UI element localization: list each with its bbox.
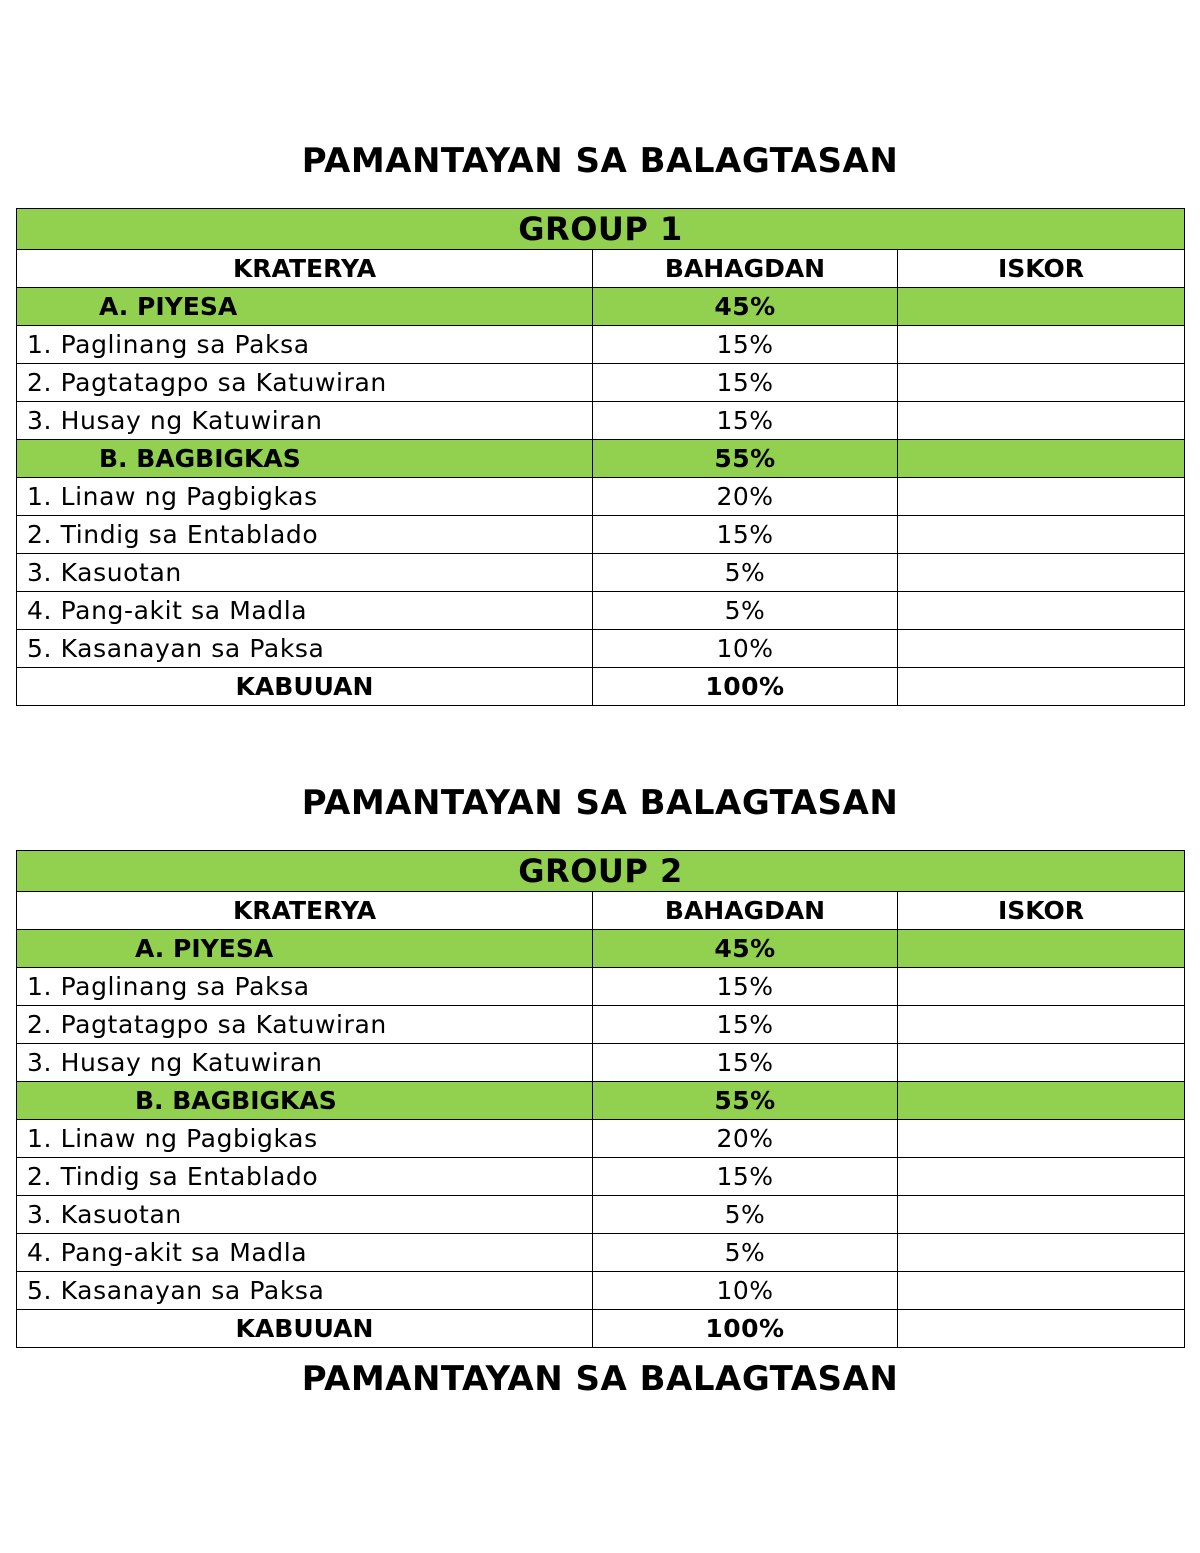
total-label: KABUUAN xyxy=(17,668,593,706)
criterion-label: 1. Paglinang sa Paksa xyxy=(17,326,593,364)
section-percent: 45% xyxy=(593,288,898,326)
section-percent: 45% xyxy=(593,930,898,968)
score-cell[interactable] xyxy=(898,1158,1185,1196)
criterion-label: 2. Tindig sa Entablado xyxy=(17,516,593,554)
column-header-score: ISKOR xyxy=(898,892,1185,930)
score-cell[interactable] xyxy=(898,1196,1185,1234)
table-header-row xyxy=(17,892,1185,930)
score-cell[interactable] xyxy=(898,1006,1185,1044)
group-title: GROUP 2 xyxy=(17,851,1185,892)
criterion-percent: 15% xyxy=(593,364,898,402)
criterion-percent: 20% xyxy=(593,1120,898,1158)
page-title: PAMANTAYAN SA BALAGTASAN xyxy=(301,141,899,181)
table-row xyxy=(17,326,1185,364)
score-cell[interactable] xyxy=(898,1044,1185,1082)
column-header-percentage: BAHAGDAN xyxy=(593,250,898,288)
column-header-criteria: KRATERYA xyxy=(17,892,593,930)
page-title: PAMANTAYAN SA BALAGTASAN xyxy=(301,1359,899,1399)
table-row xyxy=(17,478,1185,516)
score-cell[interactable] xyxy=(898,592,1185,630)
page-title: PAMANTAYAN SA BALAGTASAN xyxy=(301,783,899,823)
table-row xyxy=(17,630,1185,668)
table-header-row xyxy=(17,250,1185,288)
score-cell[interactable] xyxy=(898,968,1185,1006)
criterion-label: 5. Kasanayan sa Paksa xyxy=(17,630,593,668)
criterion-percent: 5% xyxy=(593,554,898,592)
column-header-score: ISKOR xyxy=(898,250,1185,288)
criterion-label: 3. Kasuotan xyxy=(17,1196,593,1234)
section-percent: 55% xyxy=(593,440,898,478)
criterion-percent: 15% xyxy=(593,1006,898,1044)
score-cell[interactable] xyxy=(898,1082,1185,1120)
criterion-percent: 15% xyxy=(593,1158,898,1196)
score-cell[interactable] xyxy=(898,668,1185,706)
total-row xyxy=(17,668,1185,706)
table-row xyxy=(17,1158,1185,1196)
rubric-table-group-2 xyxy=(16,850,1185,1348)
criterion-label: 4. Pang-akit sa Madla xyxy=(17,592,593,630)
table-row xyxy=(17,516,1185,554)
score-cell[interactable] xyxy=(898,1234,1185,1272)
criterion-percent: 15% xyxy=(593,516,898,554)
table-row xyxy=(17,554,1185,592)
criterion-label: 1. Linaw ng Pagbigkas xyxy=(17,1120,593,1158)
criterion-percent: 15% xyxy=(593,326,898,364)
section-row xyxy=(17,930,1185,968)
criterion-percent: 5% xyxy=(593,1234,898,1272)
score-cell[interactable] xyxy=(898,326,1185,364)
column-header-criteria: KRATERYA xyxy=(17,250,593,288)
table-row xyxy=(17,1272,1185,1310)
table-row xyxy=(17,592,1185,630)
criterion-percent: 10% xyxy=(593,630,898,668)
score-cell[interactable] xyxy=(898,554,1185,592)
criterion-label: 2. Pagtatagpo sa Katuwiran xyxy=(17,1006,593,1044)
score-cell[interactable] xyxy=(898,1272,1185,1310)
criterion-label: 3. Husay ng Katuwiran xyxy=(17,1044,593,1082)
score-cell[interactable] xyxy=(898,1120,1185,1158)
criterion-percent: 5% xyxy=(593,592,898,630)
criterion-percent: 5% xyxy=(593,1196,898,1234)
score-cell[interactable] xyxy=(898,402,1185,440)
criterion-label: 3. Husay ng Katuwiran xyxy=(17,402,593,440)
section-percent: 55% xyxy=(593,1082,898,1120)
score-cell[interactable] xyxy=(898,440,1185,478)
section-label: B. BAGBIGKAS xyxy=(17,440,593,478)
criterion-label: 1. Paglinang sa Paksa xyxy=(17,968,593,1006)
table-row xyxy=(17,402,1185,440)
table-row xyxy=(17,1120,1185,1158)
score-cell[interactable] xyxy=(898,516,1185,554)
rubric-table-group-1 xyxy=(16,208,1185,706)
criterion-percent: 15% xyxy=(593,968,898,1006)
criterion-percent: 20% xyxy=(593,478,898,516)
group-title: GROUP 1 xyxy=(17,209,1185,250)
section-row xyxy=(17,288,1185,326)
table-row xyxy=(17,1234,1185,1272)
criterion-percent: 15% xyxy=(593,402,898,440)
total-percent: 100% xyxy=(593,668,898,706)
column-header-percentage: BAHAGDAN xyxy=(593,892,898,930)
section-label: B. BAGBIGKAS xyxy=(17,1082,593,1120)
section-row xyxy=(17,1082,1185,1120)
score-cell[interactable] xyxy=(898,1310,1185,1348)
criterion-label: 5. Kasanayan sa Paksa xyxy=(17,1272,593,1310)
section-label: A. PIYESA xyxy=(17,288,593,326)
criterion-label: 4. Pang-akit sa Madla xyxy=(17,1234,593,1272)
total-percent: 100% xyxy=(593,1310,898,1348)
criterion-percent: 10% xyxy=(593,1272,898,1310)
table-row xyxy=(17,364,1185,402)
criterion-label: 3. Kasuotan xyxy=(17,554,593,592)
total-label: KABUUAN xyxy=(17,1310,593,1348)
table-row xyxy=(17,1044,1185,1082)
score-cell[interactable] xyxy=(898,630,1185,668)
table-row xyxy=(17,1006,1185,1044)
score-cell[interactable] xyxy=(898,364,1185,402)
score-cell[interactable] xyxy=(898,478,1185,516)
criterion-percent: 15% xyxy=(593,1044,898,1082)
criterion-label: 1. Linaw ng Pagbigkas xyxy=(17,478,593,516)
total-row xyxy=(17,1310,1185,1348)
criterion-label: 2. Pagtatagpo sa Katuwiran xyxy=(17,364,593,402)
score-cell[interactable] xyxy=(898,288,1185,326)
score-cell[interactable] xyxy=(898,930,1185,968)
criterion-label: 2. Tindig sa Entablado xyxy=(17,1158,593,1196)
table-row xyxy=(17,968,1185,1006)
table-row xyxy=(17,1196,1185,1234)
section-label: A. PIYESA xyxy=(17,930,593,968)
section-row xyxy=(17,440,1185,478)
